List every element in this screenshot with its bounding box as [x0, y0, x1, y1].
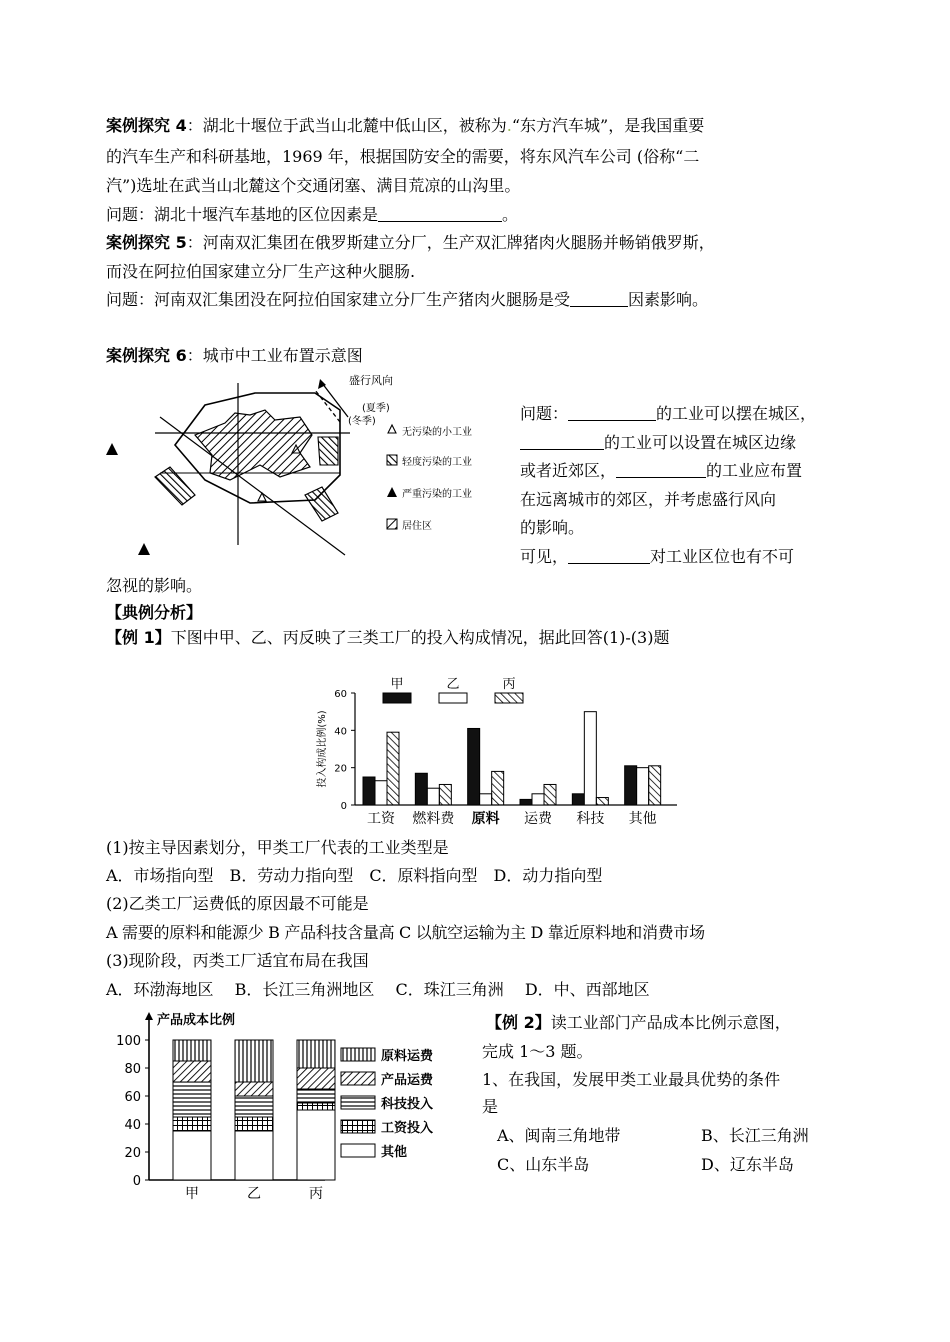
bar-甲-工资 — [363, 777, 375, 805]
segment-乙-产品运费 — [235, 1082, 273, 1096]
segment-丙-其他 — [297, 1110, 335, 1180]
ex1-q3: (3)现阶段，丙类工厂适宜布局在我国 — [106, 951, 369, 970]
y-tick-label: 100 — [116, 1034, 141, 1049]
ex1-q3-options: A．环渤海地区 B．长江三角洲地区 C．珠江三角洲 D．中、西部地区 — [106, 980, 650, 999]
bar-乙-其他 — [637, 768, 649, 805]
case6-q4: 在远离城市的郊区，并考虑盛行风向 — [520, 490, 777, 509]
answer-blank[interactable] — [568, 405, 656, 421]
case6-q6: 可见， 对工业区位也有不可 — [520, 547, 795, 566]
answer-blank[interactable] — [568, 548, 650, 564]
bar-丙-运费 — [544, 784, 556, 805]
ex1-intro: 【例 1】下图中甲、乙、丙反映了三类工厂的投入构成情况，据此回答(1)-(3)题 — [106, 628, 670, 647]
case6-q3: 或者近郊区， 的工业应布置 — [520, 461, 803, 480]
legend-label: 乙 — [446, 677, 460, 692]
ex2-intro: 【例 2】读工业部门产品成本比例示意图， — [486, 1013, 791, 1032]
bar-丙-燃料费 — [439, 784, 451, 805]
bar-丙-工资 — [387, 732, 399, 805]
light-industry-zone — [305, 487, 338, 521]
legend-label: 其他 — [381, 1145, 408, 1160]
x-tick-label: 燃料费 — [412, 811, 455, 827]
clean-industry-icon — [258, 493, 266, 501]
y-tick-label: 20 — [124, 1146, 141, 1161]
segment-乙-工资投入 — [235, 1117, 273, 1131]
x-tick-label: 科技 — [576, 811, 605, 827]
answer-blank[interactable] — [616, 462, 706, 478]
city-industry-map — [100, 365, 512, 565]
segment-甲-工资投入 — [173, 1117, 211, 1131]
segment-丙-工资投入 — [297, 1103, 335, 1110]
case4-line1: 案例探究 4：湖北十堰位于武当山北麓中低山区，被称为.“东方汽车城”，是我国重要 — [106, 116, 705, 135]
x-tick-label: 乙 — [247, 1186, 261, 1202]
bar-甲-燃料费 — [415, 773, 427, 805]
bar-丙-科技 — [596, 798, 608, 805]
case6-label: 案例探究 6 — [106, 346, 187, 365]
legend-swatch — [341, 1096, 375, 1109]
bar-甲-其他 — [625, 766, 637, 805]
legend-swatch — [341, 1048, 375, 1061]
wind-label: 盛行风向 — [349, 374, 393, 387]
y-tick-label: 60 — [124, 1090, 141, 1105]
heavy-industry-icon — [138, 543, 150, 555]
bar-甲-科技 — [572, 794, 584, 805]
legend-swatch — [439, 693, 467, 703]
legend-residential: 居住区 — [402, 521, 432, 532]
answer-blank[interactable] — [378, 206, 502, 222]
x-tick-label: 丙 — [309, 1186, 323, 1202]
legend-clean: 无污染的小工业 — [402, 427, 472, 438]
legend-label: 甲 — [390, 677, 404, 692]
legend-label: 科技投入 — [381, 1097, 434, 1112]
x-tick-label: 甲 — [185, 1186, 199, 1202]
ex1-q1: (1)按主导因素划分，甲类工厂代表的工业类型是 — [106, 838, 449, 857]
case4-question: 问题：湖北十堰汽车基地的区位因素是 。 — [106, 205, 519, 224]
ex2-option-a[interactable]: A、闽南三角地带 — [497, 1126, 621, 1145]
case5-question: 问题：河南双汇集团没在阿拉伯国家建立分厂生产猪肉火腿肠是受 因素影响。 — [106, 290, 709, 309]
ex2-q1: 1、在我国，发展甲类工业最具优势的条件 — [482, 1070, 781, 1089]
case6-q5: 的影响。 — [520, 518, 585, 537]
legend-swatch — [341, 1072, 375, 1085]
legend-label: 原料运费 — [381, 1049, 434, 1064]
case5-line1: 案例探究 5：河南双汇集团在俄罗斯建立分厂，生产双汇牌猪肉火腿肠并畅销俄罗斯， — [106, 233, 715, 252]
case5-line2: 而没在阿拉伯国家建立分厂生产这种火腿肠. — [106, 262, 416, 281]
case6-q1: 问题： 的工业可以摆在城区， — [520, 404, 817, 423]
segment-乙-科技投入 — [235, 1096, 273, 1117]
x-tick-label: 其他 — [628, 811, 657, 827]
y-tick-label: 40 — [334, 726, 347, 738]
legend-swatch — [341, 1144, 375, 1157]
bar-乙-运费 — [532, 794, 544, 805]
legend-swatch — [495, 693, 523, 703]
y-axis-arrow — [145, 1012, 153, 1020]
y-axis-label: 投入构成比例(%) — [317, 710, 328, 788]
bar-甲-运费 — [520, 799, 532, 805]
segment-甲-原料运费 — [173, 1040, 211, 1061]
segment-丙-科技投入 — [297, 1089, 335, 1103]
ex2-option-b[interactable]: B、长江三角洲 — [701, 1126, 809, 1145]
x-tick-label: 原料 — [471, 811, 500, 827]
winter-label: (冬季) — [348, 416, 376, 427]
case6-q7: 忽视的影响。 — [106, 576, 203, 595]
ex1-q2-options: A 需要的原料和能源少 B 产品科技含量高 C 以航空运输为主 D 靠近原料地和消费市场 — [106, 923, 705, 942]
legend-swatch — [341, 1120, 375, 1133]
chart-title: 产品成本比例 — [157, 1013, 236, 1028]
ex2-option-c[interactable]: C、山东半岛 — [497, 1155, 590, 1174]
y-tick-label: 80 — [124, 1062, 141, 1077]
answer-blank[interactable] — [570, 291, 628, 307]
bar-甲-原料 — [468, 728, 480, 805]
answer-blank[interactable] — [520, 434, 604, 450]
segment-甲-其他 — [173, 1131, 211, 1180]
x-tick-label: 工资 — [367, 811, 395, 827]
x-tick-label: 运费 — [524, 811, 552, 827]
legend-swatch — [383, 693, 411, 703]
bar-乙-原料 — [480, 794, 492, 805]
segment-丙-原料运费 — [297, 1040, 335, 1068]
legend-label: 丙 — [502, 677, 516, 692]
segment-丙-产品运费 — [297, 1068, 335, 1089]
case6-title: 案例探究 6：城市中工业布置示意图 — [106, 346, 363, 365]
y-tick-label: 60 — [334, 689, 347, 700]
case4-line2: 的汽车生产和科研基地，1969 年，根据国防安全的需要，将东风汽车公司 (俗称“二 — [106, 147, 700, 166]
heavy-industry-icon — [106, 443, 118, 455]
ex2-q1b: 是 — [482, 1097, 499, 1116]
segment-甲-科技投入 — [173, 1082, 211, 1117]
segment-乙-原料运费 — [235, 1040, 273, 1082]
ex1-q2: (2)乙类工厂运费低的原因最不可能是 — [106, 894, 369, 913]
y-tick-label: 0 — [132, 1174, 141, 1189]
bar-丙-原料 — [492, 771, 504, 805]
ex1-label: 【例 1】 — [106, 628, 171, 647]
light-industry-zone — [318, 437, 338, 465]
y-tick-label: 0 — [340, 801, 347, 812]
residential-zone — [195, 410, 312, 480]
case4-line3: 汽”)选址在武当山北麓这个交通闭塞、满目荒凉的山沟里。 — [106, 176, 521, 195]
bar-乙-燃料费 — [427, 788, 439, 805]
ex2-option-d[interactable]: D、辽东半岛 — [701, 1155, 794, 1174]
case5-label: 案例探究 5 — [106, 233, 187, 252]
legend-label: 工资投入 — [381, 1121, 434, 1136]
bar-丙-其他 — [649, 766, 661, 805]
product-cost-chart — [105, 1008, 475, 1208]
ex1-q1-options: A．市场指向型 B．劳动力指向型 C．原料指向型 D．动力指向型 — [106, 866, 603, 885]
y-tick-label: 40 — [124, 1118, 141, 1133]
y-tick-label: 20 — [334, 763, 347, 775]
case4-label: 案例探究 4 — [106, 116, 187, 135]
input-structure-chart — [305, 675, 695, 835]
legend-heavy: 严重污染的工业 — [402, 489, 472, 500]
legend-light: 轻度污染的工业 — [402, 457, 472, 468]
legend-label: 产品运费 — [381, 1073, 434, 1088]
ex2-line2: 完成 1～3 题。 — [482, 1042, 593, 1061]
summer-label: (夏季) — [362, 403, 390, 414]
bar-乙-工资 — [375, 781, 387, 805]
segment-乙-其他 — [235, 1131, 273, 1180]
segment-甲-产品运费 — [173, 1061, 211, 1082]
case6-q2: 的工业可以设置在城区边缘 — [520, 433, 796, 453]
ex2-label: 【例 2】 — [486, 1013, 551, 1032]
section-title: 【典例分析】 — [106, 603, 203, 622]
bar-乙-科技 — [584, 712, 596, 805]
